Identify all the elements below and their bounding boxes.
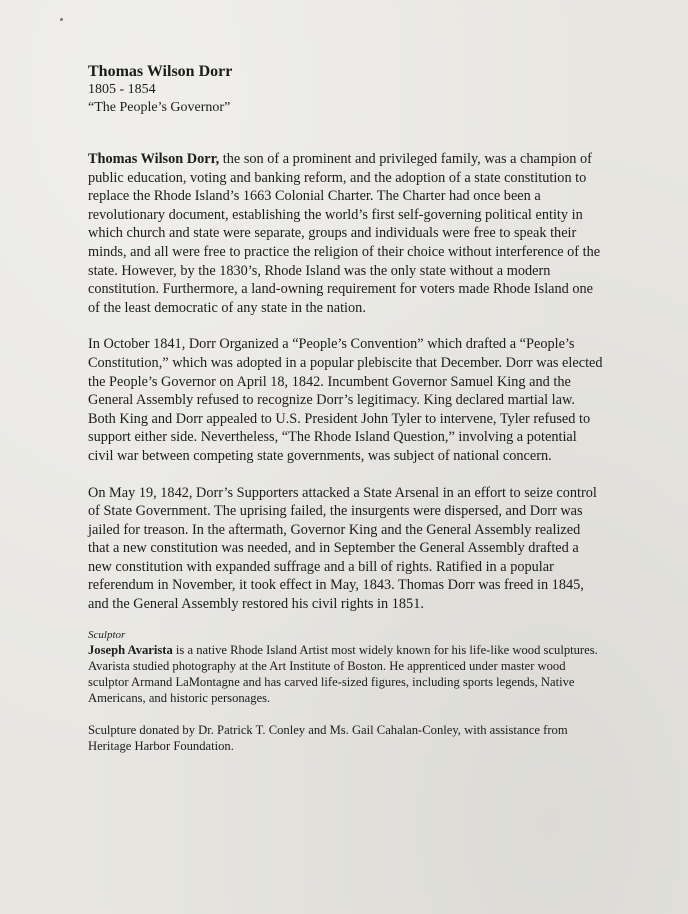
museum-placard [88,62,604,754]
sculptor-label: Sculptor [88,628,126,641]
biography-paragraph-2: In October 1841, Dorr Organized a “People’s Convention” which drafted a “People’s Constitution,” which was adopted in a popular plebiscite that December. Dorr was elected the People’s Governor on April 18, 1842. Incumbent Governor Samuel King and the General Assembly refused to recognize Dorr’s legitimacy. King declared martial law. Both King and Dorr appealed to U.S. President John Tyler to intervene, Tyler refused to support either side. Nevertheless, “The Rhode Island Question,” involving a potential civil war between competing state governments, was subject of national concern. [88,336,603,464]
sculptor-body: is a native Rhode Island Artist most widely known for his life-like wood sculptures. Avarista studied photography at the Art Institute of Boston. He apprenticed under master wood sculptor Armand LaMontagne and has carved life-sized figures, including sports legends, Native Americans, and historic personages. [88,642,598,705]
paragraph-lead-name: Thomas Wilson Dorr, [88,151,220,167]
paragraph-1-body: the son of a prominent and privileged family, was a champion of public education, voting and banking reform, and the adoption of a state constitution to replace the Rhode Island’s 1663 Colonial Charter. The Charter had once been a revolutionary document, establishing the world’s first self-governing political entity in which church and state were separate, groups and individuals were free to speak their minds, and all were free to practice the religion of their choice without interference of the state. However, by the 1830’s, Rhode Island was the only state without a modern constitution. Furthermore, a land-owning requirement for voters made Rhode Island one of the least democratic of any state in the nation. [88,151,601,316]
paper-speck [60,18,63,21]
placard-title: Thomas Wilson Dorr [88,63,233,80]
life-years: 1805 - 1854 [88,82,156,97]
biography-paragraph-3: On May 19, 1842, Dorr’s Supporters attacked a State Arsenal in an effort to seize control of State Government. The uprising failed, the insurgents were dispersed, and Dorr was jailed for treason. In the aftermath, Governor King and the General Assembly realized that a new constitution was needed, and in September the General Assembly drafted a new constitution with expanded suffrage and a bill of rights. Ratified in a popular referendum in November, it took effect in May, 1843. Thomas Dorr was freed in 1845, and the General Assembly restored his civil rights in 1851. [88,484,597,613]
donation-credit: Sculpture donated by Dr. Patrick T. Conley and Ms. Gail Cahalan-Conley, with assistance from Heritage Harbor Foundation. [88,722,568,753]
sculptor-name: Joseph Avarista [88,642,173,657]
nickname: “The People’s Governor” [88,100,231,115]
sculptor-paragraph [88,642,604,706]
biography-paragraph-1 [88,150,604,317]
